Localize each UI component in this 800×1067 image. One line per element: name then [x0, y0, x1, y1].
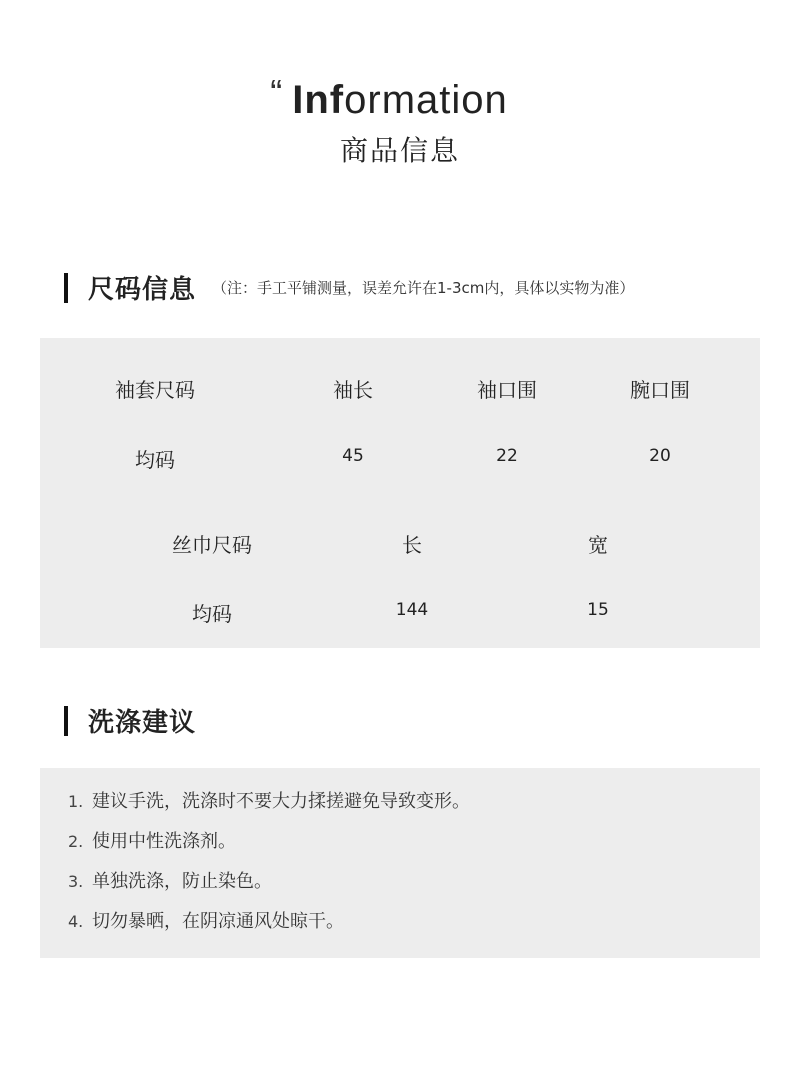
list-item	[68, 790, 470, 830]
list-item	[68, 910, 470, 950]
page-header	[0, 72, 800, 169]
list-item	[68, 870, 470, 910]
wash-section-title: 洗涤建议	[88, 708, 197, 738]
scarf-header-length: 长	[402, 533, 422, 557]
wash-section-header	[64, 702, 196, 739]
list-item-text: 建议手洗，洗涤时不要大力揉搓避免导致变形。	[92, 791, 470, 812]
section-bar	[64, 706, 68, 736]
title-en-bold: Inf	[292, 78, 345, 122]
sleeve-header-size: 袖套尺码	[115, 378, 195, 402]
list-item-text: 切勿暴晒，在阴凉通风处晾干。	[92, 911, 344, 932]
scarf-header-width: 宽	[588, 533, 608, 557]
list-item	[68, 830, 470, 870]
scarf-header-size: 丝巾尺码	[172, 533, 252, 557]
list-item-number: 3.	[68, 872, 84, 891]
size-panel	[40, 338, 760, 648]
sleeve-cell-size: 均码	[135, 448, 175, 472]
title-chinese: 商品信息	[339, 134, 460, 167]
sleeve-header-length: 袖长	[333, 378, 373, 402]
list-item-text: 使用中性洗涤剂。	[92, 831, 236, 852]
list-item-number: 4.	[68, 912, 84, 931]
list-item-text: 单独洗涤，防止染色。	[92, 871, 272, 892]
sleeve-cell-cuff: 22	[496, 446, 518, 466]
sleeve-header-cuff: 袖口围	[477, 378, 537, 402]
sleeve-cell-wrist: 20	[649, 446, 671, 466]
title-en-rest: ormation	[344, 78, 508, 122]
size-section-title: 尺码信息	[88, 275, 197, 305]
size-section-note: （注：手工平铺测量，误差允许在1-3cm内，具体以实物为准）	[212, 279, 635, 297]
size-section-header	[64, 269, 634, 306]
section-bar	[64, 273, 68, 303]
wash-panel	[40, 768, 760, 958]
scarf-cell-length: 144	[395, 600, 429, 620]
title-english	[270, 72, 508, 123]
scarf-cell-size: 均码	[192, 602, 232, 626]
sleeve-cell-length: 45	[342, 446, 364, 466]
scarf-cell-width: 15	[587, 600, 609, 620]
list-item-number: 2.	[68, 832, 84, 851]
quote-mark: “	[270, 72, 284, 113]
wash-list	[68, 790, 470, 950]
list-item-number: 1.	[68, 792, 84, 811]
sleeve-header-wrist: 腕口围	[630, 378, 690, 402]
